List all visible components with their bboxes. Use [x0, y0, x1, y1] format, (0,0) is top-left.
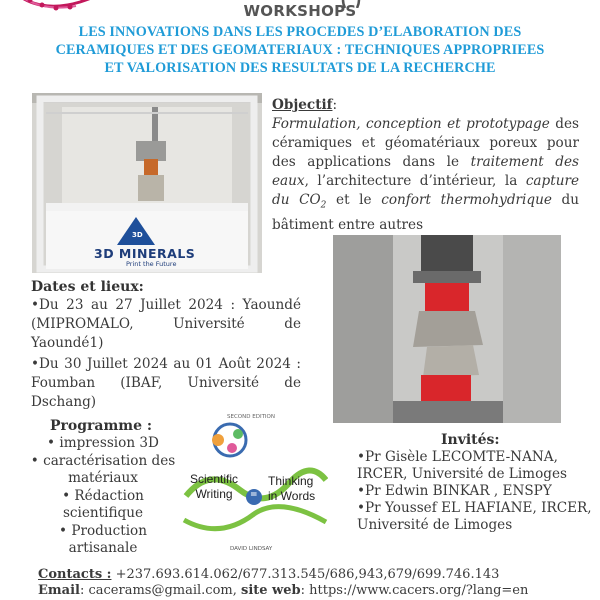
book-author: DAVID LINDSAY [230, 546, 273, 552]
programme-item: • caractérisation des matériaux [30, 452, 176, 486]
headline-line-3: ET VALORISATION DES RESULTATS DE LA RECHERCHE [104, 60, 496, 76]
contacts-line [38, 567, 499, 582]
headline-line-2: CERAMIQUES ET DES GEOMATERIAUX : TECHNIQUES APPROPRIEES [55, 42, 545, 58]
printer-photo [32, 93, 262, 273]
programme-item: • Rédaction scientifique [62, 487, 144, 521]
press-illustration [333, 235, 561, 423]
dates-list [31, 296, 301, 414]
compression-test-photo [333, 235, 561, 423]
book-equals-sign: = [250, 490, 258, 500]
programme-heading: Programme : [50, 418, 153, 434]
email-value[interactable]: : cacerams@gmail.com, [79, 583, 241, 598]
date-item: •Du 30 Juillet 2024 au 01 Août 2024 : Foumban (IBAF, Université de Dschang) [31, 356, 301, 410]
brand-name: 3D MINERALS [94, 246, 196, 261]
dates-heading: Dates et lieux: [31, 279, 144, 295]
guest-item: •Pr Edwin BINKAR , ENSPY [357, 483, 552, 499]
guests-heading: Invités: [441, 432, 500, 448]
programme-item: • impression 3D [47, 435, 159, 451]
site-url[interactable]: : https://www.cacers.org/?lang=en [300, 583, 529, 598]
programme-list [28, 435, 178, 558]
email-label: Email [38, 583, 80, 598]
guest-item: •Pr Youssef EL HAFIANE, IRCER, Université de Limoges [357, 500, 592, 533]
objective-heading: Objectif [272, 97, 333, 113]
site-label: site web [241, 583, 301, 598]
workshops-title: WORKSHOPS [243, 2, 357, 20]
headline-line-1: LES INNOVATIONS DANS LES PROCEDES D’ELABORATION DES [78, 24, 522, 40]
guest-item: •Pr Gisèle LECOMTE-NANA, IRCER, Université de Limoges [357, 449, 567, 482]
contacts-phones: +237.693.614.062/677.313.545/686,943,679/699.746.143 [111, 567, 500, 582]
objective-paragraph: Objectif: Formulation, conception et prototypage des céramiques et géomatériaux poreux pour des applications dans le traitement des eaux, l’architecture d’intérieur, la capture du $CO_2$ et le confort thermohydrique du bâtiment entre autres [272, 97, 580, 233]
guests-list [357, 449, 597, 534]
book-right-title: Thinking in Words [268, 474, 316, 503]
date-item: •Du 23 au 27 Juillet 2024 : Yaoundé (MIPROMALO, Université de Yaoundé1) [31, 297, 301, 351]
badge-3d-text: 3D [132, 231, 143, 239]
book-cover [180, 410, 328, 558]
book-edition: SECOND EDITION [227, 414, 275, 420]
contacts-label: Contacts : [38, 567, 112, 582]
brand-tagline: Print the Future [126, 260, 177, 268]
book-left-title: Scientific Writing [189, 472, 239, 501]
programme-item: • Production artisanale [59, 522, 147, 556]
email-line [38, 583, 528, 598]
